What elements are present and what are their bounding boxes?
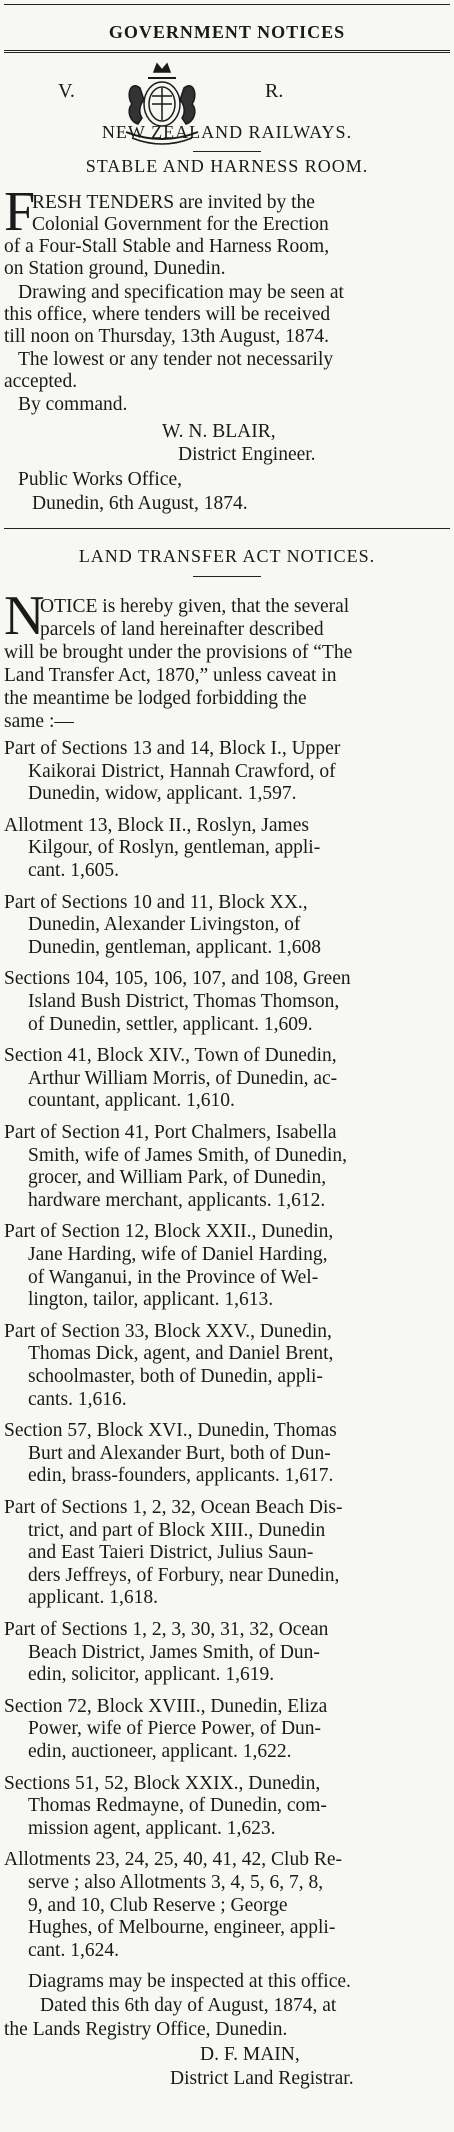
title-divider: [193, 576, 261, 577]
entry-continuation-line: Thomas Redmayne, of Dunedin, com-: [28, 1795, 327, 1817]
entry-continuation-line: Dunedin, gentleman, applicant. 1,608: [28, 936, 321, 958]
place-date-line: Dunedin, 6th August, 1874.: [32, 493, 248, 514]
text-line: parcels of land hereinafter described: [40, 619, 324, 640]
text-line: OTICE is hereby given, that the several: [40, 596, 350, 617]
entry-continuation-line: Thomas Dick, agent, and Daniel Brent,: [28, 1343, 334, 1365]
top-rule: [4, 4, 450, 5]
notice-title: NEW ZEALAND RAILWAYS.: [101, 122, 353, 142]
entry-continuation-line: Power, wife of Pierce Power, of Dun-: [28, 1718, 322, 1740]
entry-continuation-line: edin, auctioneer, applicant. 1,622.: [28, 1741, 292, 1762]
royal-initial-r: R.: [265, 80, 284, 102]
entry-continuation-line: Kilgour, of Roslyn, gentleman, appli-: [28, 837, 321, 859]
entry-continuation-line: mission agent, applicant. 1,623.: [28, 1817, 276, 1839]
signature-name: W. N. BLAIR,: [162, 421, 276, 442]
text-line: By command.: [18, 394, 128, 415]
text-line: of a Four-Stall Stable and Harness Room,: [4, 236, 330, 257]
entry-first-line: Part of Sections 1, 2, 32, Ocean Beach Dis-: [4, 1497, 343, 1518]
entry-continuation-line: cant. 1,605.: [28, 860, 119, 881]
text-line: same :—: [4, 711, 74, 732]
text-line: Drawing and specification may be seen at: [18, 282, 344, 303]
entry-continuation-line: countant, applicant. 1,610.: [28, 1090, 235, 1112]
signature-name: D. F. MAIN,: [200, 2044, 300, 2066]
entry-continuation-line: Dunedin, Alexander Livingston, of: [28, 914, 301, 936]
drop-cap: F: [4, 181, 36, 243]
signature-title: District Engineer.: [178, 444, 316, 465]
royal-initial-v: V.: [58, 80, 75, 102]
office-line: Public Works Office,: [18, 469, 182, 490]
text-line: the meantime be lodged forbidding the: [4, 688, 307, 709]
entry-continuation-line: Beach District, James Smith, of Dun-: [28, 1641, 320, 1663]
entry-continuation-line: and East Taieri District, Julius Saun-: [28, 1542, 314, 1564]
text-line: on Station ground, Dunedin.: [4, 258, 226, 279]
text-line: Colonial Government for the Erection: [32, 214, 329, 235]
drop-cap: N: [4, 585, 45, 647]
entry-first-line: Part of Sections 13 and 14, Block I., Upper: [4, 738, 341, 759]
closing-line: Dated this 6th day of August, 1874, at: [40, 1995, 337, 2016]
entry-first-line: Sections 51, 52, Block XXIX., Dunedin,: [4, 1772, 321, 1794]
entry-first-line: Allotment 13, Block II., Roslyn, James: [4, 814, 309, 836]
text-line: Land Transfer Act, 1870,” unless caveat in: [4, 665, 337, 686]
notice-title: LAND TRANSFER ACT NOTICES.: [78, 546, 376, 566]
entry-first-line: Part of Section 41, Port Chalmers, Isabella: [4, 1122, 337, 1143]
text-line: accepted.: [4, 371, 78, 392]
entry-continuation-line: cants. 1,616.: [28, 1388, 127, 1410]
closing-line: Diagrams may be inspected at this office.: [28, 1971, 351, 1993]
entry-first-line: Section 41, Block XIV., Town of Dunedin,: [4, 1045, 337, 1067]
entry-continuation-line: serve ; also Allotments 3, 4, 5, 6, 7, 8,: [28, 1872, 324, 1893]
entry-continuation-line: Kaikorai District, Hannah Crawford, of: [28, 760, 336, 782]
entry-continuation-line: applicant. 1,618.: [28, 1587, 158, 1609]
entry-continuation-line: hardware merchant, applicants. 1,612.: [28, 1189, 326, 1211]
entry-continuation-line: Dunedin, widow, applicant. 1,597.: [28, 783, 297, 805]
entry-continuation-line: Jane Harding, wife of Daniel Harding,: [28, 1244, 328, 1265]
title-divider: [193, 151, 261, 152]
entry-continuation-line: cant. 1,624.: [28, 1939, 119, 1961]
entry-continuation-line: of Wanganui, in the Province of Wel-: [28, 1266, 319, 1288]
closing-line: the Lands Registry Office, Dunedin.: [4, 2018, 288, 2040]
entry-continuation-line: Island Bush District, Thomas Thomson,: [28, 991, 340, 1012]
entry-first-line: Part of Sections 10 and 11, Block XX.,: [4, 891, 308, 913]
text-line: till noon on Thursday, 13th August, 1874.: [4, 326, 330, 347]
entry-continuation-line: Burt and Alexander Burt, both of Dun-: [28, 1442, 331, 1464]
entry-continuation-line: 9, and 10, Club Reserve ; George: [28, 1894, 288, 1916]
text-line: will be brought under the provisions of “The: [4, 642, 353, 663]
text-line: this office, where tenders will be received: [4, 304, 331, 325]
section-heading: GOVERNMENT NOTICES: [108, 22, 346, 42]
notice-subtitle: STABLE AND HARNESS ROOM.: [85, 156, 369, 176]
entry-first-line: Part of Sections 1, 2, 3, 30, 31, 32, Ocean: [4, 1619, 329, 1640]
heading-rule: [4, 50, 450, 53]
text-line: The lowest or any tender not necessarily: [18, 349, 334, 370]
entry-first-line: Part of Section 12, Block XXII., Dunedin,: [4, 1221, 334, 1243]
entry-continuation-line: grocer, and William Park, of Dunedin,: [28, 1167, 327, 1189]
entry-continuation-line: edin, solicitor, applicant. 1,619.: [28, 1664, 275, 1686]
entry-first-line: Section 57, Block XVI., Dunedin, Thomas: [4, 1420, 337, 1442]
entry-continuation-line: edin, brass-founders, applicants. 1,617.: [28, 1465, 334, 1487]
entry-continuation-line: lington, tailor, applicant. 1,613.: [28, 1289, 274, 1311]
entry-first-line: Section 72, Block XVIII., Dunedin, Eliza: [4, 1695, 328, 1717]
notice-divider: [4, 528, 450, 529]
signature-title: District Land Registrar.: [170, 2068, 354, 2090]
entry-first-line: Sections 104, 105, 106, 107, and 108, Green: [4, 968, 351, 990]
entry-continuation-line: ders Jeffreys, of Forbury, near Dunedin,: [28, 1564, 340, 1586]
entry-first-line: Part of Section 33, Block XXV., Dunedin,: [4, 1320, 332, 1342]
entry-continuation-line: Hughes, of Melbourne, engineer, appli-: [28, 1917, 336, 1939]
entry-continuation-line: Smith, wife of James Smith, of Dunedin,: [28, 1144, 348, 1166]
text-line: RESH TENDERS are invited by the: [32, 192, 315, 213]
entry-first-line: Allotments 23, 24, 25, 40, 41, 42, Club Re-: [4, 1849, 342, 1871]
entry-continuation-line: Arthur William Morris, of Dunedin, ac-: [28, 1067, 338, 1089]
entry-continuation-line: of Dunedin, settler, applicant. 1,609.: [28, 1013, 313, 1035]
entry-continuation-line: trict, and part of Block XIII., Dunedin: [28, 1519, 326, 1541]
entry-continuation-line: schoolmaster, both of Dunedin, appli-: [28, 1366, 323, 1387]
